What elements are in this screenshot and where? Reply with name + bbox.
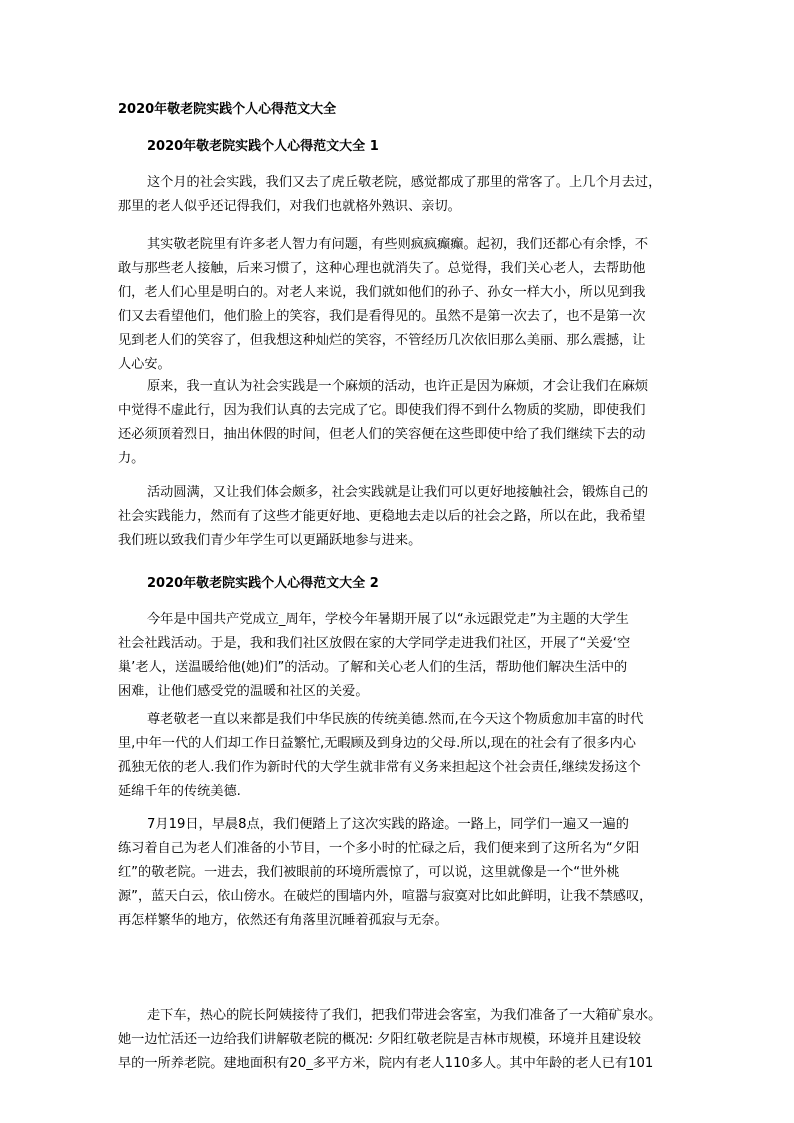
paragraph-line: 人心安。 xyxy=(118,357,171,372)
paragraph-line: 那里的老人似乎还记得我们，对我们也就格外熟识、亲切。 xyxy=(118,199,461,214)
document-title: 2020年敬老院实践个人心得范文大全 xyxy=(118,102,337,117)
paragraph-line: 们，老人们心里是明白的。对老人来说，我们就如他们的孙子、孙女一样大小，所以见到我 xyxy=(118,285,646,300)
paragraph-line: 力。 xyxy=(118,451,145,466)
paragraph-line: 巢’老人，送温暖给他(她)们”的活动。了解和关心老人们的生活，帮助他们解决生活中的 xyxy=(118,660,628,675)
section-heading: 2020年敬老院实践个人心得范文大全 1 xyxy=(147,139,379,154)
paragraph xyxy=(118,813,678,933)
paragraph-line: 走下车，热心的院长阿姨接待了我们，把我们带进会客室，为我们准备了一大箱矿泉水。 xyxy=(147,1008,662,1023)
paragraph-line: 7月19日，早晨8点，我们便踏上了这次实践的路途。一路上，同学们一遍又一遍的 xyxy=(147,817,629,832)
paragraph xyxy=(118,1004,678,1076)
section-heading: 2020年敬老院实践个人心得范文大全 2 xyxy=(147,576,379,591)
paragraph-line: 见到老人们的笑容了，但我想这种灿烂的笑容，不管经历几次依旧那么美丽、那么震撼，让 xyxy=(118,333,646,348)
paragraph xyxy=(118,481,678,553)
paragraph xyxy=(118,375,678,471)
paragraph-line: 中觉得不虚此行，因为我们认真的去完成了它。即使我们得不到什么物质的奖励，即使我们 xyxy=(118,403,646,418)
paragraph-line: 里,中年一代的人们却工作日益繁忙,无暇顾及到身边的父母.所以,现在的社会有了很多内心 xyxy=(118,736,636,751)
paragraph-line: 她一边忙活还一边给我们讲解敬老院的概况: 夕阳红敬老院是吉林市规模，环境并且建设较 xyxy=(118,1032,641,1047)
paragraph-line: 练习着自己为老人们准备的小节目，一个多小时的忙碌之后，我们便来到了这所名为“夕阳 xyxy=(118,841,640,856)
paragraph xyxy=(118,233,678,377)
paragraph-line: 延绵千年的传统美德. xyxy=(118,784,241,799)
paragraph-line: 们又去看望他们，他们脸上的笑容，我们是看得见的。虽然不是第一次去了，也不是第一次 xyxy=(118,309,646,324)
paragraph-line: 源”，蓝天白云，依山傍水。在破烂的围墙内外，喧嚣与寂寞对比如此鲜明，让我不禁感叹， xyxy=(118,889,653,904)
paragraph-line: 困难，让他们感受党的温暖和社区的关爱。 xyxy=(118,684,369,699)
paragraph xyxy=(118,171,678,219)
paragraph xyxy=(118,708,678,804)
paragraph-line: 我们班以致我们青少年学生可以更踊跃地参与进来。 xyxy=(118,533,422,548)
paragraph-line: 尊老敬老一直以来都是我们中华民族的传统美德.然而,在今天这个物质愈加丰富的时代 xyxy=(147,712,644,727)
paragraph-line: 再怎样繁华的地方，依然还有角落里沉睡着孤寂与无奈。 xyxy=(118,913,448,928)
paragraph-line: 社会社践活动。于是，我和我们社区放假在家的大学同学走进我们社区，开展了“关爱‘空 xyxy=(118,636,631,651)
paragraph-line: 敢与那些老人接触，后来习惯了，这种心理也就消失了。总觉得，我们关心老人，去帮助他 xyxy=(118,261,646,276)
paragraph-line: 活动圆满，又让我们体会颇多，社会实践就是让我们可以更好地接触社会，锻炼自己的 xyxy=(147,485,649,500)
paragraph-line: 其实敬老院里有许多老人智力有问题，有些则疯疯癫癫。起初，我们还都心有余悸，不 xyxy=(147,237,649,252)
paragraph-line: 今年是中国共产党成立_周年，学校今年暑期开展了以“永远跟党走”为主题的大学生 xyxy=(147,612,629,627)
paragraph-line: 原来，我一直认为社会实践是一个麻烦的活动，也许正是因为麻烦，才会让我们在麻烦 xyxy=(147,379,649,394)
paragraph-line: 社会实践能力，然而有了这些才能更好地、更稳地去走以后的社会之路，所以在此，我希望 xyxy=(118,509,646,524)
paragraph-line: 这个月的社会实践，我们又去了虎丘敬老院，感觉都成了那里的常客了。上几个月去过， xyxy=(147,175,662,190)
paragraph-line: 还必须顶着烈日，抽出休假的时间，但老人们的笑容便在这些即使中给了我们继续下去的动 xyxy=(118,427,646,442)
paragraph xyxy=(118,608,678,704)
paragraph-line: 早的一所养老院。建地面积有20_多平方米，院内有老人110多人。其中年龄的老人已有101 xyxy=(118,1056,654,1071)
paragraph-line: 红”的敬老院。一进去，我们被眼前的环境所震惊了，可以说，这里就像是一个“世外桃 xyxy=(118,865,620,880)
paragraph-line: 孤独无依的老人.我们作为新时代的大学生就非常有义务来担起这个社会责任,继续发扬这个 xyxy=(118,760,641,775)
